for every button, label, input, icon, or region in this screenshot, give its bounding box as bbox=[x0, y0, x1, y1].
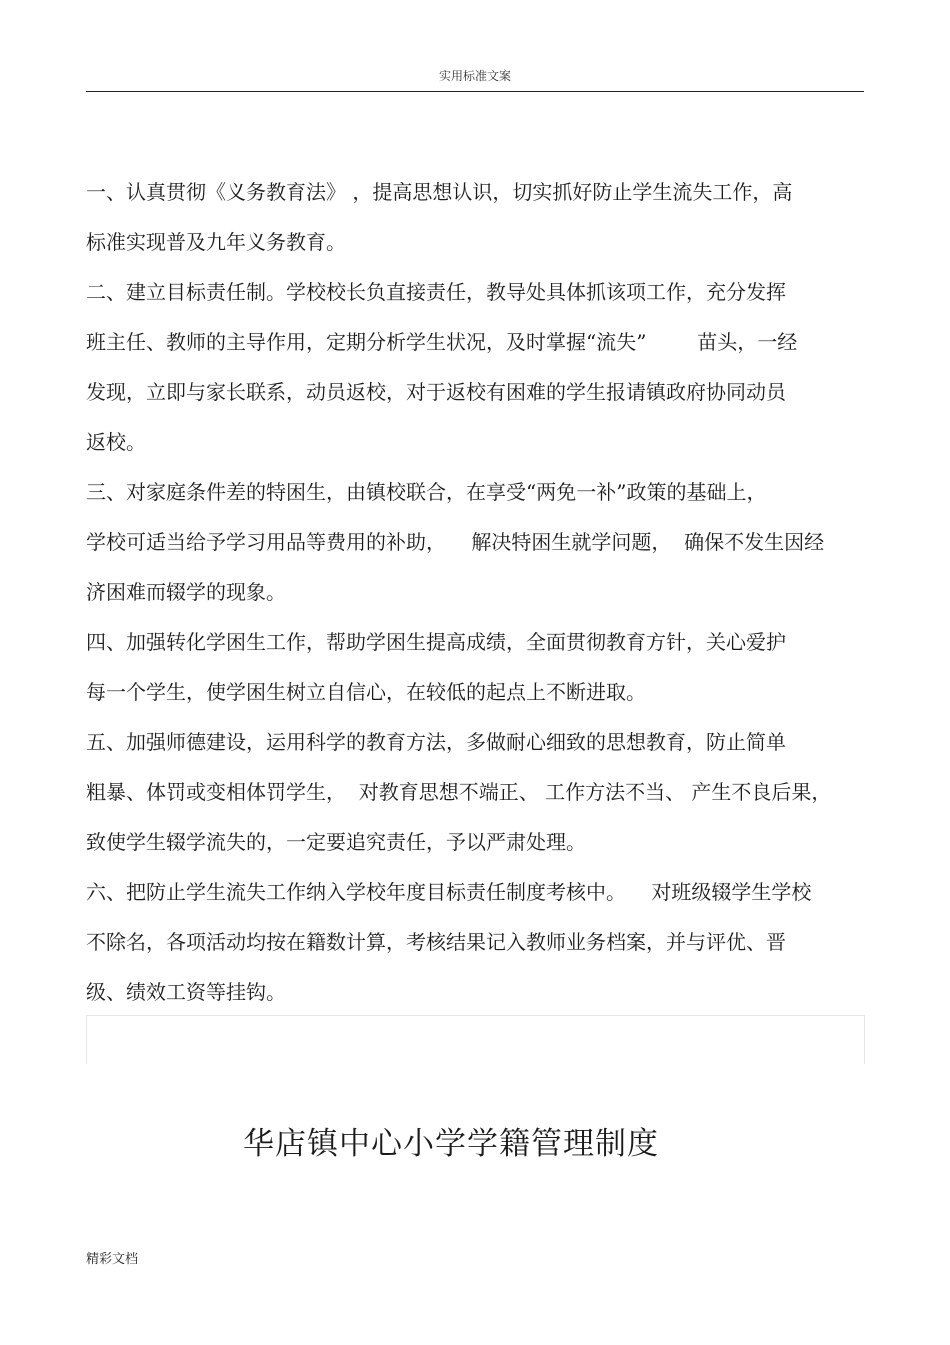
text-line: 济困难而辍学的现象。 bbox=[86, 580, 286, 604]
text-line: 班主任、教师的主导作用，定期分析学生状况，及时掌握“流失” 苗头，一经 bbox=[86, 330, 798, 354]
page-header: 实用标准文案 bbox=[438, 69, 511, 83]
text-line: 五、加强师德建设，运用科学的教育方法，多做耐心细致的思想教育，防止简单 bbox=[86, 730, 786, 754]
text-line: 返校。 bbox=[86, 430, 146, 454]
text-line: 六、把防止学生流失工作纳入学校年度目标责任制度考核中。 对班级辍学生学校 bbox=[86, 880, 812, 904]
page-footer: 精彩文档 bbox=[86, 1252, 139, 1267]
text-line: 不除名，各项活动均按在籍数计算，考核结果记入教师业务档案，并与评优、晋 bbox=[86, 930, 786, 954]
text-line: 粗暴、体罚或变相体罚学生， 对教育思想不端正、 工作方法不当、 产生不良后果， bbox=[86, 780, 832, 804]
text-line: 三、对家庭条件差的特困生，由镇校联合，在享受“两免一补”政策的基础上， bbox=[86, 480, 767, 504]
text-line: 致使学生辍学流失的，一定要追究责任，予以严肃处理。 bbox=[86, 830, 586, 854]
text-line: 每一个学生，使学困生树立自信心，在较低的起点上不断进取。 bbox=[86, 680, 646, 704]
section-title: 华店镇中心小学学籍管理制度 bbox=[243, 1126, 659, 1162]
text-line: 学校可适当给予学习用品等费用的补助， 解决特困生就学问题， 确保不发生因经 bbox=[86, 530, 825, 554]
text-line: 标准实现普及九年义务教育。 bbox=[86, 230, 346, 254]
text-line: 一、认真贯彻《义务教育法》 ，提高思想认识，切实抓好防止学生流失工作，高 bbox=[86, 180, 793, 204]
text-line: 发现，立即与家长联系，动员返校，对于返校有困难的学生报请镇政府协同动员 bbox=[86, 380, 786, 404]
text-line: 二、建立目标责任制。学校校长负直接责任，教导处具体抓该项工作，充分发挥 bbox=[86, 280, 786, 304]
text-line: 四、加强转化学困生工作，帮助学困生提高成绩，全面贯彻教育方针，关心爱护 bbox=[86, 630, 786, 654]
header-divider bbox=[86, 91, 864, 92]
page-break-frame bbox=[86, 1015, 865, 1064]
text-line: 级、绩效工资等挂钩。 bbox=[86, 980, 286, 1004]
